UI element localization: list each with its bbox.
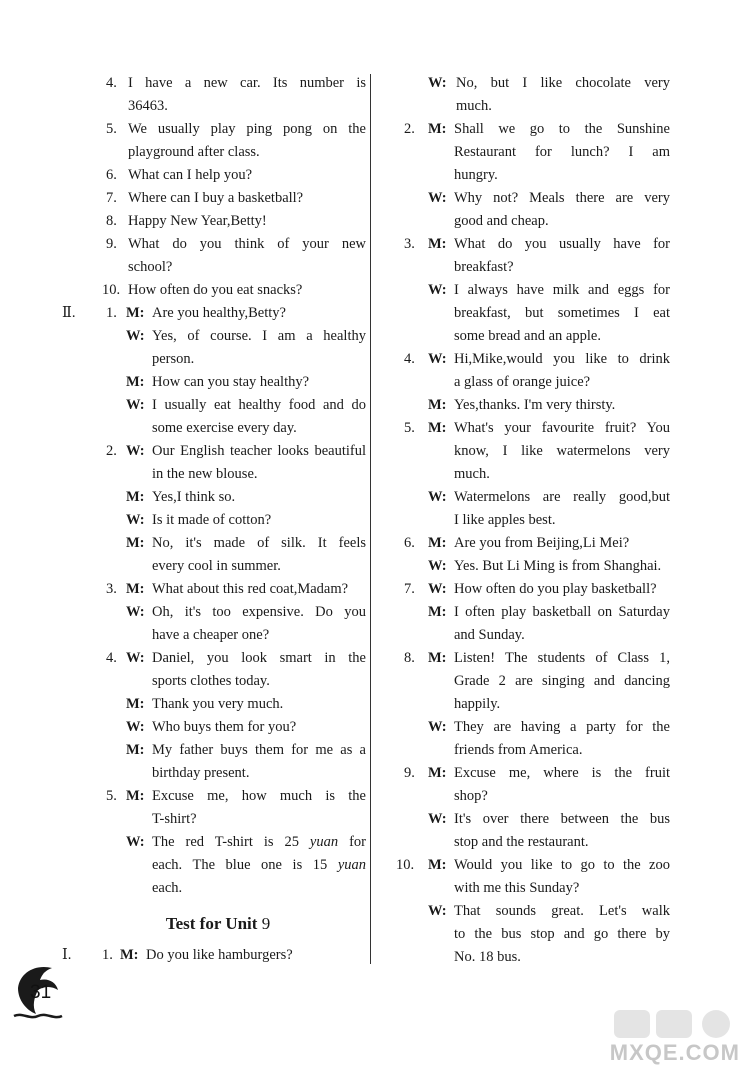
- speaker-label: M:: [126, 305, 145, 321]
- text-line: [70, 831, 366, 854]
- item-number: 4.: [106, 650, 117, 666]
- speaker-label: M:: [428, 236, 447, 252]
- speaker-label: W:: [126, 443, 145, 459]
- line-text: I often play basketball on Saturday: [454, 604, 670, 620]
- text-line: [392, 187, 670, 210]
- line-text: much.: [454, 466, 490, 482]
- text-line: [70, 716, 366, 739]
- test-title: [70, 908, 366, 940]
- speaker-label: M:: [428, 650, 447, 666]
- text-line: [392, 118, 670, 141]
- line-text: It's over there between the bus: [454, 811, 670, 827]
- speaker-label: M:: [428, 420, 447, 436]
- text-line: [392, 95, 670, 118]
- text-line: [70, 164, 366, 187]
- line-text: Happy New Year,Betty!: [128, 213, 267, 229]
- line-text: Are you from Beijing,Li Mei?: [454, 535, 630, 551]
- text-line: [70, 233, 366, 256]
- text-line: [62, 944, 366, 967]
- item-number: 3.: [106, 581, 117, 597]
- line-text: good and cheap.: [454, 213, 549, 229]
- text-line: [392, 486, 670, 509]
- text-line: [392, 785, 670, 808]
- text-line: [392, 716, 670, 739]
- text-line: [70, 555, 366, 578]
- item-number: 1.: [106, 305, 117, 321]
- text-line: [392, 923, 670, 946]
- speaker-label: M:: [126, 742, 145, 758]
- text-line: [70, 785, 366, 808]
- line-text: Yes,thanks. I'm very thirsty.: [454, 397, 616, 413]
- text-line: [70, 854, 366, 877]
- section-label: Ⅰ.: [62, 947, 72, 963]
- text-line: [70, 118, 366, 141]
- text-line: [70, 463, 366, 486]
- line-text: much.: [456, 98, 492, 114]
- text-line: [392, 417, 670, 440]
- text-line: [70, 647, 366, 670]
- line-text: playground after class.: [128, 144, 260, 160]
- text-line: [392, 532, 670, 555]
- line-text: What do you usually have for: [454, 236, 670, 252]
- text-line: [392, 670, 670, 693]
- line-text: Daniel, you look smart in the: [152, 650, 366, 666]
- text-line: [392, 601, 670, 624]
- item-number: 6.: [404, 535, 415, 551]
- right-column: [392, 72, 670, 969]
- test-title-text: Test for Unit: [165, 914, 258, 933]
- line-text: How often do you play basketball?: [454, 581, 657, 597]
- line-text: No, it's made of silk. It feels: [152, 535, 366, 551]
- item-number: 3.: [404, 236, 415, 252]
- line-text: What's your favourite fruit? You: [454, 420, 670, 436]
- speaker-label: M:: [428, 857, 447, 873]
- text-line: [392, 72, 670, 95]
- text-line: [392, 371, 670, 394]
- line-text: Restaurant for lunch? I am: [454, 144, 670, 160]
- item-number: 10.: [102, 282, 121, 298]
- item-number: 4.: [106, 75, 117, 91]
- text-line: [70, 578, 366, 601]
- text-line: [392, 739, 670, 762]
- text-line: [70, 601, 366, 624]
- line-text: How often do you eat snacks?: [128, 282, 303, 298]
- speaker-label: M:: [126, 581, 145, 597]
- line-text: and Sunday.: [454, 627, 525, 643]
- text-line: [70, 325, 366, 348]
- speaker-label: M:: [120, 947, 139, 963]
- speaker-label: M:: [428, 765, 447, 781]
- text-line: [392, 325, 670, 348]
- text-line: [392, 348, 670, 371]
- item-number: 9.: [106, 236, 117, 252]
- text-line: [70, 371, 366, 394]
- speaker-label: W:: [126, 650, 145, 666]
- item-number: 8.: [404, 650, 415, 666]
- text-line: [392, 647, 670, 670]
- line-text: every cool in summer.: [152, 558, 281, 574]
- column-divider: [370, 74, 371, 964]
- text-line: [70, 877, 366, 900]
- text-line: [70, 440, 366, 463]
- text-line: [392, 463, 670, 486]
- text-line: [392, 762, 670, 785]
- speaker-label: W:: [126, 397, 145, 413]
- line-text: 36463.: [128, 98, 168, 114]
- line-text: What do you think of your new: [128, 236, 366, 252]
- speaker-label: W:: [126, 719, 145, 735]
- line-text: Grade 2 are singing and dancing: [454, 673, 670, 689]
- line-text: know, I like watermelons very: [454, 443, 670, 459]
- line-text: No. 18 bus.: [454, 949, 521, 965]
- text-line: [392, 946, 670, 969]
- line-text: birthday present.: [152, 765, 250, 781]
- speaker-label: M:: [428, 535, 447, 551]
- item-number: 7.: [404, 581, 415, 597]
- line-text: some bread and an apple.: [454, 328, 601, 344]
- item-number: 8.: [106, 213, 117, 229]
- item-number: 5.: [106, 121, 117, 137]
- text-line: [70, 187, 366, 210]
- text-line: [70, 141, 366, 164]
- speaker-label: M:: [126, 374, 145, 390]
- item-number: 2.: [106, 443, 117, 459]
- speaker-label: M:: [126, 696, 145, 712]
- line-text: Yes,I think so.: [152, 489, 236, 505]
- item-number: 10.: [396, 857, 415, 873]
- text-line: [392, 555, 670, 578]
- text-line: [70, 808, 366, 831]
- speaker-label: W:: [126, 512, 145, 528]
- text-line: [392, 164, 670, 187]
- text-line: [70, 279, 366, 302]
- line-text: Where can I buy a basketball?: [128, 190, 304, 206]
- text-line: [392, 233, 670, 256]
- text-line: [392, 141, 670, 164]
- line-text: person.: [152, 351, 195, 367]
- line-text: Yes, of course. I am a healthy: [152, 328, 366, 344]
- line-text: school?: [128, 259, 173, 275]
- speaker-label: M:: [428, 397, 447, 413]
- line-text: We usually play ping pong on the: [128, 121, 366, 137]
- item-number: 7.: [106, 190, 117, 206]
- line-text: I like apples best.: [454, 512, 556, 528]
- text-line: [392, 693, 670, 716]
- line-text: That sounds great. Let's walk: [454, 903, 670, 919]
- speaker-label: W:: [428, 811, 447, 827]
- section-label: Ⅱ.: [62, 305, 76, 321]
- speaker-label: W:: [428, 719, 447, 735]
- text-line: [392, 279, 670, 302]
- text-line: [392, 624, 670, 647]
- line-text: in the new blouse.: [152, 466, 258, 482]
- line-text: I always have milk and eggs for: [454, 282, 670, 298]
- line-text: What can I help you?: [128, 167, 253, 183]
- watermark-text: MXQE.COM: [609, 1040, 740, 1065]
- line-text: breakfast, but sometimes I eat: [454, 305, 670, 321]
- line-text: Do you like hamburgers?: [146, 947, 293, 963]
- speaker-label: W:: [428, 489, 447, 505]
- line-text: Would you like to go to the zoo: [454, 857, 670, 873]
- speaker-label: W:: [428, 75, 447, 91]
- line-text: Our English teacher looks beautiful: [152, 443, 366, 459]
- line-text: each.: [152, 880, 183, 896]
- line-text: to the bus stop and go there by: [454, 926, 670, 942]
- line-text: My father buys them for me as a: [152, 742, 366, 758]
- line-text: some exercise every day.: [152, 420, 297, 436]
- line-text: have a cheaper one?: [152, 627, 270, 643]
- text-line: [70, 509, 366, 532]
- text-line: [70, 739, 366, 762]
- line-text: I have a new car. Its number is: [128, 75, 366, 91]
- text-line: [392, 210, 670, 233]
- line-text: Hi,Mike,would you like to drink: [454, 351, 670, 367]
- currency-word: yuan: [337, 857, 366, 873]
- line-text: I usually eat healthy food and do: [152, 397, 366, 413]
- line-text: Why not? Meals there are very: [454, 190, 670, 206]
- text-line: [70, 210, 366, 233]
- speaker-label: M:: [428, 604, 447, 620]
- speaker-label: W:: [428, 903, 447, 919]
- item-number: 5.: [404, 420, 415, 436]
- text-line: [70, 72, 366, 95]
- item-number: 1.: [102, 947, 113, 963]
- item-number: 9.: [404, 765, 415, 781]
- text-line: [392, 808, 670, 831]
- text-line: [70, 693, 366, 716]
- speaker-label: W:: [126, 834, 145, 850]
- line-text: Are you healthy,Betty?: [152, 305, 286, 321]
- line-text: breakfast?: [454, 259, 514, 275]
- speaker-label: M:: [126, 489, 145, 505]
- text-line: [392, 256, 670, 279]
- text-line: [70, 532, 366, 555]
- text-line: [392, 440, 670, 463]
- left-column: [62, 72, 366, 967]
- text-line: [392, 578, 670, 601]
- line-text: sports clothes today.: [152, 673, 270, 689]
- speaker-label: W:: [428, 558, 447, 574]
- line-text: friends from America.: [454, 742, 583, 758]
- line-text: Excuse me, how much is the: [152, 788, 366, 804]
- line-text: How can you stay healthy?: [152, 374, 310, 390]
- text-line: [70, 417, 366, 440]
- text-line: [392, 831, 670, 854]
- line-text: No, but I like chocolate very: [456, 75, 670, 91]
- currency-word: yuan: [309, 834, 339, 850]
- text-line: [62, 302, 366, 325]
- text-line: [70, 256, 366, 279]
- line-text: Shall we go to the Sunshine: [454, 121, 670, 137]
- line-text: a glass of orange juice?: [454, 374, 591, 390]
- test-unit-number: 9: [261, 914, 271, 933]
- line-text: each. The blue one is 15 yuan: [152, 857, 366, 873]
- line-text: Thank you very much.: [152, 696, 284, 712]
- text-line: [70, 762, 366, 785]
- line-text: Yes. But Li Ming is from Shanghai.: [454, 558, 662, 574]
- text-line: [70, 624, 366, 647]
- text-line: [392, 854, 670, 877]
- speaker-label: M:: [126, 535, 145, 551]
- speaker-label: W:: [126, 604, 145, 620]
- line-text: hungry.: [454, 167, 498, 183]
- line-text: happily.: [454, 696, 501, 712]
- text-line: [392, 394, 670, 417]
- speaker-label: W:: [428, 581, 447, 597]
- item-number: 2.: [404, 121, 415, 137]
- text-line: [392, 900, 670, 923]
- page-number: 31: [30, 982, 52, 1003]
- item-number: 6.: [106, 167, 117, 183]
- line-text: Oh, it's too expensive. Do you: [152, 604, 366, 620]
- speaker-label: W:: [428, 351, 447, 367]
- speaker-label: W:: [126, 328, 145, 344]
- speaker-label: M:: [126, 788, 145, 804]
- text-line: [392, 509, 670, 532]
- text-line: [70, 348, 366, 371]
- line-text: Is it made of cotton?: [152, 512, 272, 528]
- item-number: 5.: [106, 788, 117, 804]
- line-text: Excuse me, where is the fruit: [454, 765, 670, 781]
- text-line: [70, 670, 366, 693]
- line-text: shop?: [454, 788, 488, 804]
- line-text: They are having a party for the: [454, 719, 670, 735]
- speaker-label: W:: [428, 190, 447, 206]
- line-text: Who buys them for you?: [152, 719, 297, 735]
- text-line: [392, 302, 670, 325]
- line-text: with me this Sunday?: [454, 880, 580, 896]
- text-line: [70, 95, 366, 118]
- line-text: T-shirt?: [152, 811, 197, 827]
- text-line: [392, 877, 670, 900]
- text-line: [70, 486, 366, 509]
- item-number: 4.: [404, 351, 415, 367]
- line-text: Listen! The students of Class 1,: [454, 650, 670, 666]
- speaker-label: M:: [428, 121, 447, 137]
- text-line: [70, 394, 366, 417]
- speaker-label: W:: [428, 282, 447, 298]
- line-text: Watermelons are really good,but: [454, 489, 670, 505]
- line-text: stop and the restaurant.: [454, 834, 589, 850]
- line-text: What about this red coat,Madam?: [152, 581, 349, 597]
- line-text: The red T-shirt is 25 yuan for: [152, 834, 366, 850]
